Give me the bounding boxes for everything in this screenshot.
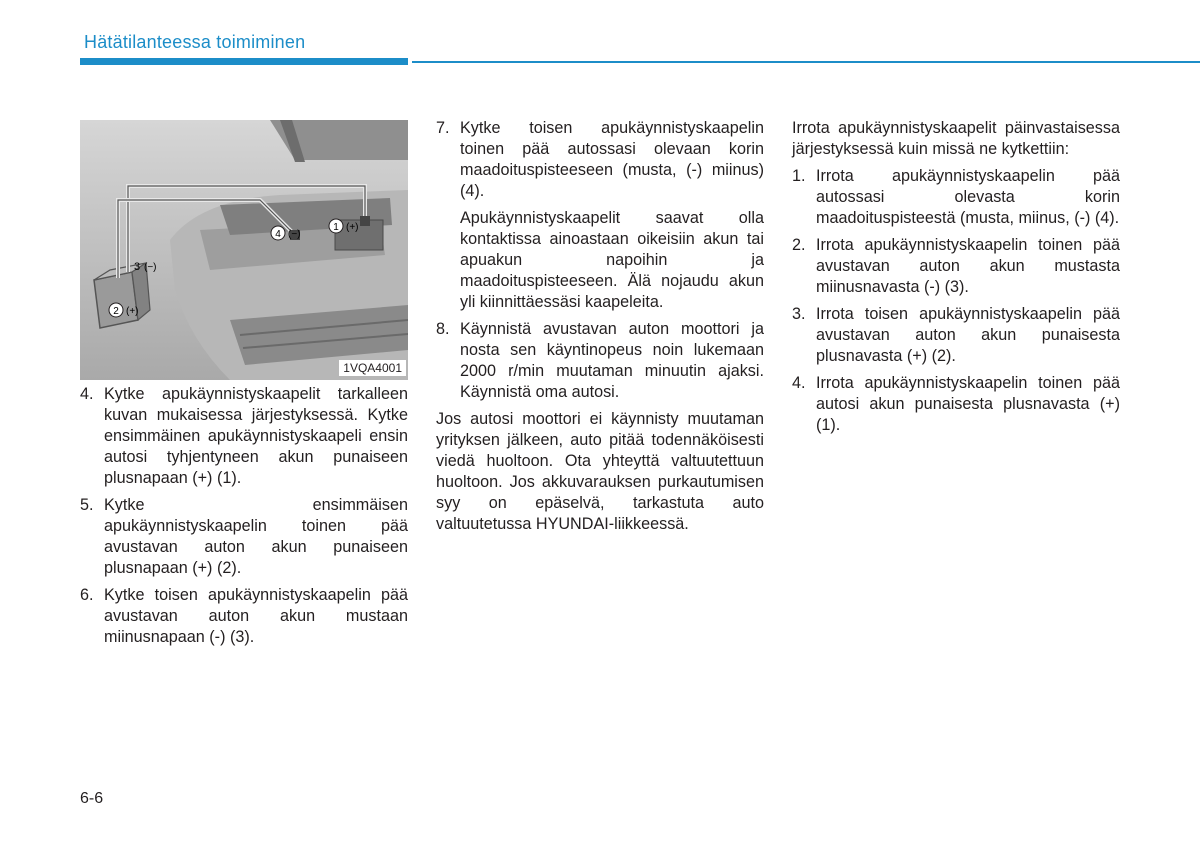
jump-start-illustration <box>80 120 408 380</box>
step-text: Irrota apukäynnistyskaapelin toinen pää autosi akun punaisesta plusnavasta (+) (1). <box>816 374 1120 434</box>
step-text: Kytke toisen apukäynnistyskaapelin pää avustavan auton akun mustaan miinusnapaan (-) (3). <box>104 586 408 646</box>
svg-text:1: 1 <box>333 222 339 233</box>
step-text: Irrota toisen apukäynnistyskaapelin pää avustavan auton akun punaisesta plusnavasta (+) (2). <box>816 305 1120 365</box>
removal-intro: Irrota apukäynnistyskaapelit päinvastaisessa järjestyksessä kuin missä ne kytkettiin: <box>792 119 1120 158</box>
svg-text:4: 4 <box>275 229 281 240</box>
step-7-note: Apukäynnistyskaapelit saavat olla kontaktissa ainoastaan oikeisiin akun tai apuakun napoihin ja maadoituspisteeseen. Älä nojaudu akun yli kiinnittäessäsi kaapeleita. <box>460 209 764 311</box>
step-number: 4. <box>792 374 806 392</box>
step-text: Kytke ensimmäisen apukäynnistyskaapelin toinen pää avustavan auton akun punaiseen plusnapaan (+) (2). <box>104 496 408 577</box>
svg-text:3: 3 <box>134 261 141 273</box>
step-8 <box>436 319 764 403</box>
section-title: Hätätilanteessa toimiminen <box>84 32 306 52</box>
header-rule-thin <box>412 61 1200 63</box>
step-6 <box>80 585 408 648</box>
step-number: 3. <box>792 305 806 323</box>
step-number: 7. <box>436 119 450 137</box>
column-middle <box>436 118 764 541</box>
svg-text:2: 2 <box>113 306 119 317</box>
step-text: Irrota apukäynnistyskaapelin toinen pää avustavan auton akun mustasta miinusnavasta (-) (3). <box>816 236 1120 296</box>
step-text: Käynnistä avustavan auton moottori ja nosta sen käyntinopeus noin lukemaan 2000 r/min muutaman minuutin ajaksi. Käynnistä oma autosi. <box>460 320 764 401</box>
step-number: 8. <box>436 320 450 338</box>
step-number: 6. <box>80 586 94 604</box>
svg-text:(−): (−) <box>288 229 301 240</box>
figure-code: 1VQA4001 <box>339 360 406 376</box>
step-7 <box>436 118 764 202</box>
removal-step-1 <box>792 166 1120 229</box>
page-number: 6-6 <box>80 790 104 807</box>
troubleshooting-paragraph: Jos autosi moottori ei käynnisty muutaman yrityksen jälkeen, auto pitää todennäköisesti viedä huoltoon. Ota yhteyttä valtuutettuun huoltoon. Jos akkuvarauksen purkautumisen syy on epäselvä, tarkastuta auto valtuutetussa HYUNDAI-liikkeessä. <box>436 410 764 533</box>
engine-bay-drawing <box>80 120 408 380</box>
step-text: Kytke toisen apukäynnistyskaapelin toinen pää autossasi olevaan korin maadoituspisteeseen (musta, (-) miinus) (4). <box>460 119 764 200</box>
step-number: 4. <box>80 385 94 403</box>
removal-step-4 <box>792 373 1120 436</box>
callout-3 <box>134 261 157 273</box>
svg-text:(+): (+) <box>126 306 139 317</box>
step-number: 5. <box>80 496 94 514</box>
column-right <box>792 118 1120 442</box>
step-text: Irrota apukäynnistyskaapelin pää autossasi olevasta korin maadoituspisteestä (musta, miinus, (-) (4). <box>816 167 1120 227</box>
svg-text:(−): (−) <box>144 262 157 273</box>
removal-step-3 <box>792 304 1120 367</box>
removal-step-2 <box>792 235 1120 298</box>
step-4 <box>80 384 408 489</box>
svg-text:(+): (+) <box>346 222 359 233</box>
step-number: 2. <box>792 236 806 254</box>
column-left <box>80 384 408 654</box>
header-rule-thick <box>80 58 408 65</box>
step-5 <box>80 495 408 579</box>
step-number: 1. <box>792 167 806 185</box>
step-text: Kytke apukäynnistyskaapelit tarkalleen kuvan mukaisessa järjestyksessä. Kytke ensimmäinen apukäynnistyskaapeli ensin autosi tyhjentyneen akun punaiseen plusnapaan (+) (1). <box>104 385 408 487</box>
